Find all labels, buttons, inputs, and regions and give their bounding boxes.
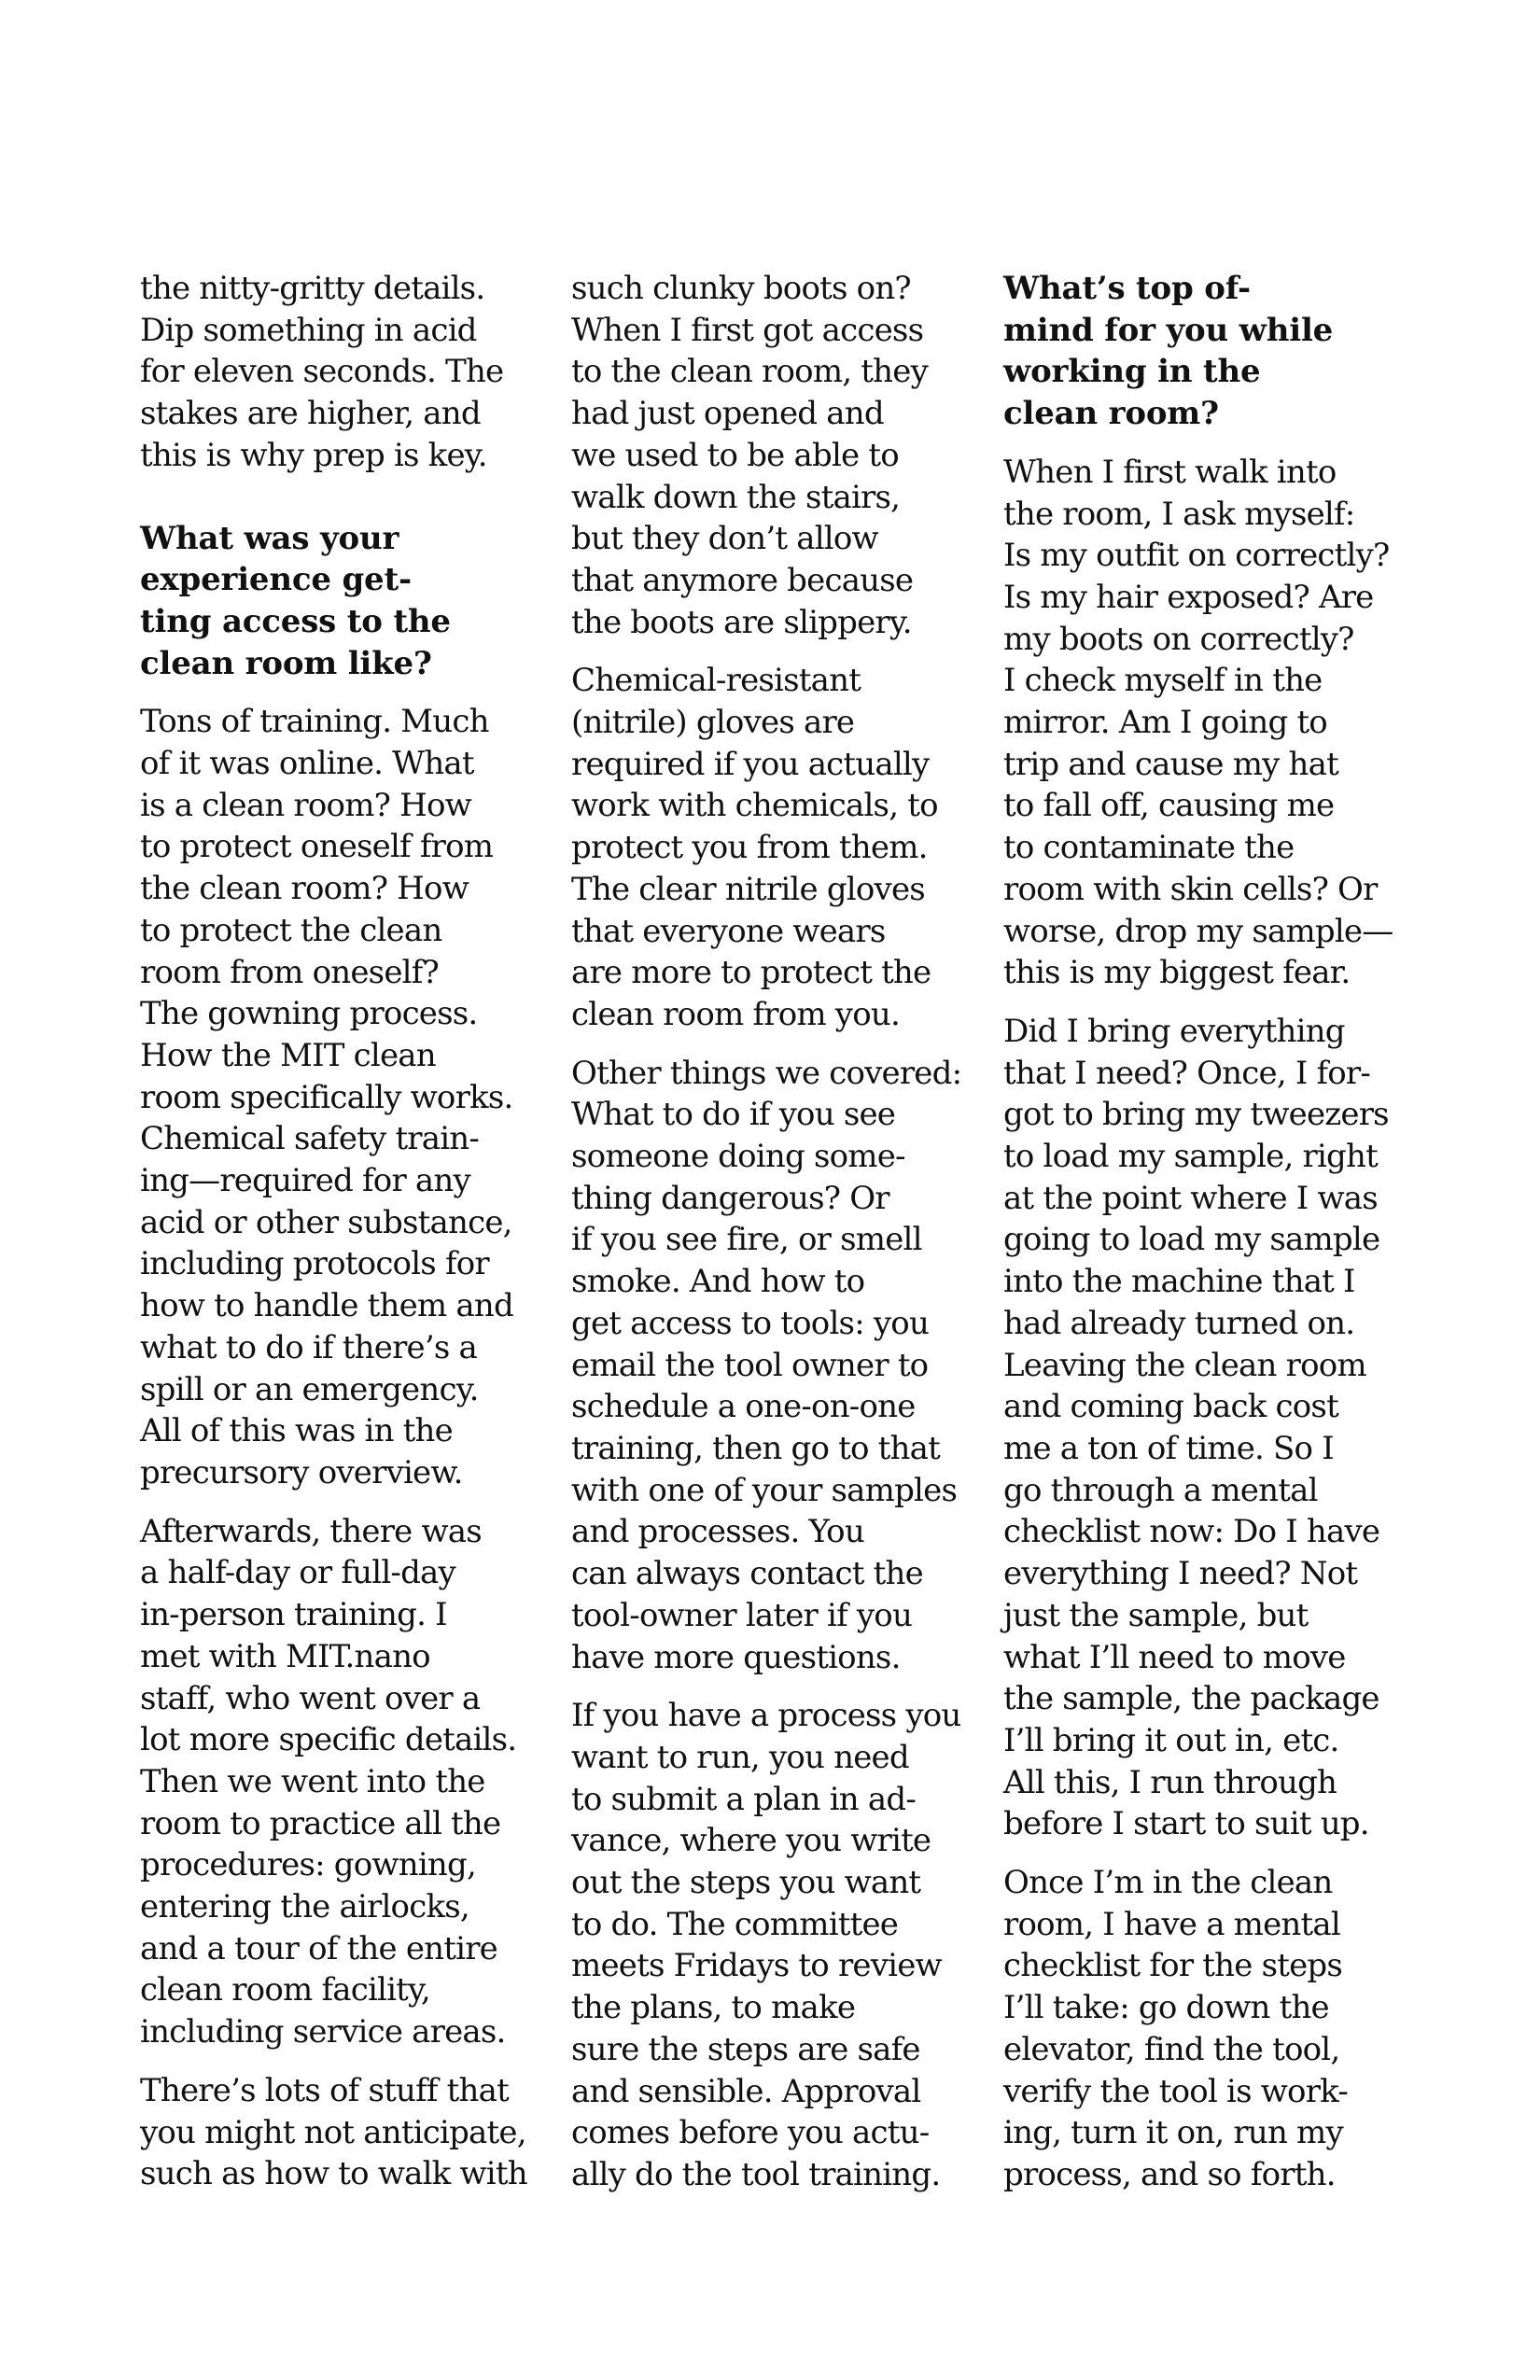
text-line: for eleven seconds. The: [140, 353, 504, 391]
heading-line: working in the: [1003, 353, 1261, 391]
text-line: email the tool owner to: [571, 1346, 929, 1384]
text-line: at the point where I was: [1003, 1179, 1378, 1217]
text-line: Once I’m in the clean: [1003, 1864, 1333, 1902]
text-line: someone doing some-: [571, 1138, 905, 1176]
text-line: meets Fridays to review: [571, 1947, 942, 1985]
text-line: including protocols for: [140, 1245, 489, 1283]
text-line: checklist for the steps: [1003, 1947, 1343, 1985]
text-line: with one of your samples: [571, 1471, 958, 1509]
text-line: Afterwards, there was: [140, 1512, 482, 1550]
text-line: that anymore because: [571, 561, 914, 599]
text-line: is a clean room? How: [140, 786, 471, 824]
text-line: into the machine that I: [1003, 1263, 1355, 1301]
text-line: Is my outfit on correctly?: [1003, 537, 1390, 575]
text-line: tool-owner later if you: [571, 1596, 913, 1634]
paragraph-gloves: [571, 660, 963, 1035]
text-line: can always contact the: [571, 1555, 923, 1593]
text-line: lot more specific details.: [140, 1721, 517, 1759]
text-line: to do. The committee: [571, 1905, 899, 1943]
text-line: All of this was in the: [140, 1412, 453, 1450]
heading-line: clean room like?: [140, 644, 432, 682]
text-line: and sensible. Approval: [571, 2072, 921, 2110]
text-line: that I need? Once, I for-: [1003, 1054, 1371, 1092]
paragraph-process-plan: [571, 1695, 963, 2195]
text-line: vance, where you write: [571, 1822, 931, 1860]
text-line: acid or other substance,: [140, 1203, 512, 1241]
paragraph-unanticipated: [140, 2070, 532, 2195]
text-line: stakes are higher, and: [140, 395, 481, 433]
text-line: to load my sample, right: [1003, 1138, 1378, 1176]
text-line: elevator, find the tool,: [1003, 2030, 1340, 2068]
text-line: room, I have a mental: [1003, 1905, 1340, 1943]
text-line: walk down the stairs,: [571, 478, 901, 516]
text-line: me a ton of time. So I: [1003, 1429, 1334, 1467]
text-line: When I first walk into: [1003, 453, 1337, 491]
text-line: to submit a plan in ad-: [571, 1780, 917, 1818]
text-line: room to practice all the: [140, 1804, 501, 1842]
text-line: the nitty-gritty details.: [140, 270, 485, 307]
paragraph-prep: [140, 268, 532, 477]
text-line: clean room facility,: [140, 1971, 430, 2009]
text-line: staff, who went over a: [140, 1679, 481, 1717]
text-line: required if you actually: [571, 745, 930, 783]
text-line: everything I need? Not: [1003, 1555, 1358, 1593]
text-line: If you have a process you: [571, 1697, 961, 1735]
text-line: going to load my sample: [1003, 1221, 1380, 1259]
text-line: trip and cause my hat: [1003, 745, 1338, 783]
text-line: and coming back cost: [1003, 1388, 1338, 1426]
text-line: Is my hair exposed? Are: [1003, 578, 1374, 616]
text-line: to protect the clean: [140, 911, 442, 949]
text-line: work with chemicals, to: [571, 787, 938, 825]
text-line: Other things we covered:: [571, 1054, 962, 1092]
heading-line: clean room?: [1003, 395, 1219, 433]
text-line: I’ll bring it out in, etc.: [1003, 1721, 1339, 1759]
text-line: checklist now: Do I have: [1003, 1513, 1380, 1551]
text-line: How the MIT clean: [140, 1036, 436, 1074]
paragraph-steps: [1003, 1862, 1395, 2196]
text-line: my boots on correctly?: [1003, 620, 1354, 658]
text-line: just the sample, but: [1003, 1596, 1309, 1634]
text-column-1: [140, 268, 532, 2195]
text-line: are more to protect the: [571, 954, 931, 992]
text-line: this is why prep is key.: [140, 436, 487, 474]
text-line: ally do the tool training.: [571, 2155, 941, 2193]
text-line: including service areas.: [140, 2013, 506, 2051]
text-line: had just opened and: [571, 395, 884, 433]
text-line: to the clean room, they: [571, 353, 928, 391]
text-line: (nitrile) gloves are: [571, 704, 855, 742]
paragraph-mental-checklist: [1003, 1011, 1395, 1845]
text-line: such clunky boots on?: [571, 270, 911, 307]
text-line: precursory overview.: [140, 1453, 463, 1491]
text-line: and a tour of the entire: [140, 1929, 497, 1967]
text-line: thing dangerous? Or: [571, 1179, 889, 1217]
text-line: sure the steps are safe: [571, 2030, 920, 2068]
text-line: this is my biggest fear.: [1003, 954, 1351, 992]
text-line: the clean room? How: [140, 870, 469, 908]
text-line: Chemical-resistant: [571, 662, 861, 700]
text-line: procedures: gowning,: [140, 1846, 476, 1884]
text-line: such as how to walk with: [140, 2155, 527, 2193]
text-line: in-person training. I: [140, 1596, 447, 1634]
text-line: out the steps you want: [571, 1864, 921, 1902]
text-line: to contaminate the: [1003, 829, 1295, 867]
text-line: Then we went into the: [140, 1762, 485, 1800]
text-line: Leaving the clean room: [1003, 1346, 1366, 1384]
text-line: There’s lots of stuff that: [140, 2071, 509, 2109]
text-line: verify the tool is work-: [1003, 2072, 1349, 2110]
text-line: training, then go to that: [571, 1429, 940, 1467]
text-line: want to run, you need: [571, 1738, 909, 1776]
text-line: got to bring my tweezers: [1003, 1096, 1389, 1134]
paragraph-boots: [571, 268, 963, 643]
text-line: that everyone wears: [571, 912, 886, 950]
text-line: When I first got access: [571, 311, 924, 349]
text-column-3: [1003, 268, 1395, 2196]
heading-line: experience get-: [140, 561, 412, 599]
text-line: room specifically works.: [140, 1078, 513, 1116]
text-line: All this, I run through: [1003, 1763, 1337, 1801]
text-line: have more questions.: [571, 1638, 901, 1676]
text-line: what to do if there’s a: [140, 1328, 477, 1366]
text-line: I check myself in the: [1003, 662, 1323, 700]
paragraph-training: [140, 701, 532, 1493]
text-line: ing—required for any: [140, 1162, 470, 1200]
text-line: to protect oneself from: [140, 828, 494, 866]
text-line: how to handle them and: [140, 1287, 513, 1325]
text-column-2: [571, 268, 963, 2196]
text-line: protect you from them.: [571, 829, 928, 867]
text-line: of it was online. What: [140, 745, 474, 783]
text-line: the boots are slippery.: [571, 603, 912, 641]
text-line: Tons of training. Much: [140, 703, 489, 741]
text-line: had already turned on.: [1003, 1304, 1355, 1342]
text-line: The gowning process.: [140, 995, 478, 1033]
text-line: room with skin cells? Or: [1003, 870, 1378, 908]
text-line: a half-day or full-day: [140, 1554, 455, 1592]
text-line: and processes. You: [571, 1513, 864, 1551]
paragraph-other-topics: [571, 1053, 963, 1679]
question-heading-top-of-mind: [1003, 268, 1395, 435]
heading-line: ting access to the: [140, 602, 451, 640]
text-line: we used to be able to: [571, 436, 899, 474]
paragraph-in-person-training: [140, 1511, 532, 2053]
question-heading-access: [140, 518, 532, 685]
text-line: Dip something in acid: [140, 311, 477, 349]
text-line: ing, turn it on, run my: [1003, 2114, 1343, 2152]
text-line: to fall off, causing me: [1003, 787, 1335, 825]
text-line: worse, drop my sample—: [1003, 912, 1393, 950]
heading-line: What’s top of-: [1003, 270, 1251, 307]
text-line: before I start to suit up.: [1003, 1805, 1369, 1843]
text-line: The clear nitrile gloves: [571, 870, 925, 908]
text-line: Chemical safety train-: [140, 1120, 480, 1158]
text-line: the plans, to make: [571, 1989, 856, 2027]
text-line: but they don’t allow: [571, 520, 878, 558]
text-line: comes before you actu-: [571, 2114, 930, 2152]
text-line: room from oneself?: [140, 953, 439, 991]
text-line: What to do if you see: [571, 1096, 896, 1134]
text-line: get access to tools: you: [571, 1304, 930, 1342]
text-line: the room, I ask myself:: [1003, 495, 1355, 533]
heading-line: What was your: [140, 519, 399, 557]
text-line: spill or an emergency.: [140, 1370, 479, 1408]
text-line: entering the airlocks,: [140, 1888, 469, 1926]
text-line: Did I bring everything: [1003, 1012, 1345, 1050]
heading-line: mind for you while: [1003, 311, 1334, 349]
text-line: clean room from you.: [571, 995, 900, 1033]
text-line: the sample, the package: [1003, 1680, 1379, 1718]
text-line: schedule a one-on-one: [571, 1388, 916, 1426]
text-line: met with MIT.nano: [140, 1637, 430, 1675]
text-line: I’ll take: go down the: [1003, 1989, 1329, 2027]
text-line: you might not anticipate,: [140, 2113, 526, 2151]
text-line: smoke. And how to: [571, 1263, 865, 1301]
text-line: process, and so forth.: [1003, 2155, 1336, 2193]
text-line: if you see fire, or smell: [571, 1221, 922, 1259]
text-line: mirror. Am I going to: [1003, 704, 1327, 742]
text-line: go through a mental: [1003, 1471, 1318, 1509]
text-line: what I’ll need to move: [1003, 1638, 1346, 1676]
paragraph-self-check: [1003, 452, 1395, 994]
